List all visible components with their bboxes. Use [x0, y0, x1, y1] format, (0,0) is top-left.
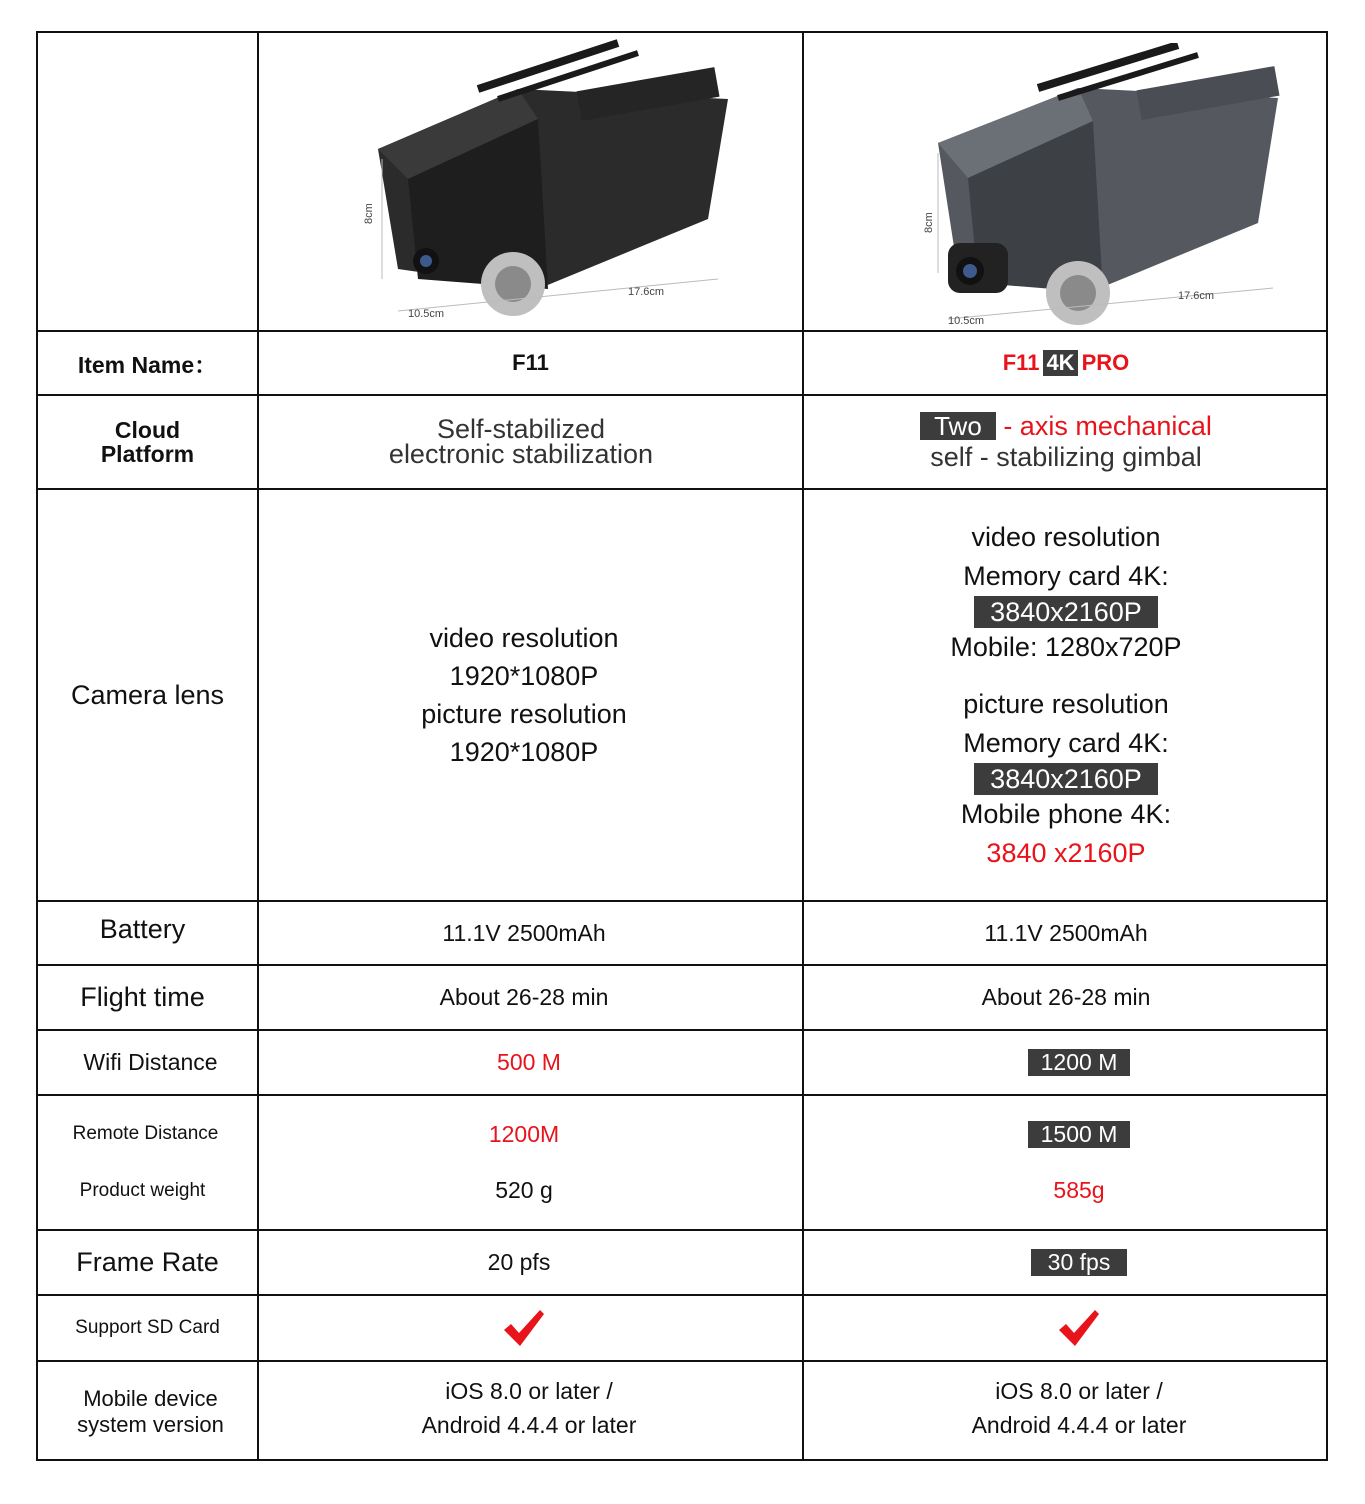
pro-name-4k-badge: 4K [1043, 350, 1077, 376]
pro-camera-line: Memory card 4K: [963, 727, 1169, 758]
pro-cloud-line2: self - stabilizing gimbal [930, 442, 1202, 472]
f11-camera-line: 1920*1080P [449, 737, 599, 767]
f11-cloud-line1: Self-stabilized [436, 414, 606, 444]
pro-frame-rate-badge: 30 fps [1031, 1249, 1128, 1276]
pro-mobile-version [804, 1362, 1354, 1454]
pro-camera-specs [804, 490, 1328, 900]
f11-dim-width: 10.5cm [408, 308, 445, 320]
f11-sd-support [259, 1296, 789, 1360]
flight-time-label: Flight time [80, 982, 205, 1012]
f11-mobile-line1: iOS 8.0 or later / [445, 1378, 613, 1404]
camera-lens-label: Camera lens [70, 679, 225, 710]
pro-cloud-platform [804, 396, 1328, 488]
pro-cloud-tag: Two [920, 412, 996, 440]
pro-dim-height: 8cm [923, 212, 935, 233]
remote-distance-label: Remote Distance [72, 1123, 219, 1145]
pro-name-model: F11 [1002, 350, 1040, 375]
f11-item-name: F11 [512, 350, 549, 375]
f11-camera-specs [259, 490, 789, 900]
item-name-label: Item Name： [77, 351, 218, 378]
mobile-label-line2: system version [77, 1411, 224, 1437]
cloud-label-line1: Cloud [114, 417, 181, 443]
pro-dim-length: 17.6cm [1178, 290, 1215, 302]
sd-card-label: Support SD Card [75, 1317, 220, 1338]
pro-sd-support [804, 1296, 1354, 1360]
f11-flight-time: About 26-28 min [439, 984, 609, 1010]
f11-cloud-line2: electronic stabilization [388, 439, 654, 469]
pro-battery: 11.1V 2500mAh [984, 919, 1148, 946]
pro-dim-width: 10.5cm [948, 315, 985, 327]
pro-camera-line: picture resolution [963, 688, 1169, 719]
comparison-table [36, 31, 1328, 1461]
f11-product-weight: 520 g [495, 1177, 553, 1204]
f11-remote-weight [259, 1096, 789, 1229]
pro-wifi-distance [804, 1031, 1354, 1094]
f11-mobile-version [259, 1362, 799, 1454]
pro-item-name [804, 332, 1328, 394]
pro-drone-image [878, 43, 1288, 329]
f11-cloud-platform [259, 396, 783, 488]
f11-drone-image [338, 39, 738, 329]
pro-frame-rate [804, 1231, 1354, 1294]
f11-dim-height: 8cm [363, 203, 375, 224]
pro-camera-line: video resolution [971, 521, 1161, 552]
f11-wifi-distance: 500 M [497, 1049, 561, 1075]
mobile-label-line1: Mobile device [83, 1385, 218, 1411]
f11-remote-distance: 1200M [488, 1120, 560, 1147]
wifi-distance-label: Wifi Distance [83, 1049, 218, 1075]
f11-camera-line: picture resolution [421, 699, 627, 729]
f11-dim-length: 17.6cm [628, 286, 665, 298]
product-weight-label: Product weight [79, 1179, 206, 1201]
pro-mobile-line1: iOS 8.0 or later / [995, 1378, 1163, 1404]
mobile-version-label [38, 1362, 263, 1461]
pro-video-4k-badge: 3840x2160P [974, 596, 1158, 628]
battery-label: Battery [99, 914, 186, 944]
pro-camera-line: 3840 x2160P [986, 837, 1146, 868]
pro-camera-line: Mobile: 1280x720P [950, 631, 1182, 662]
f11-camera-line: 1920*1080P [449, 661, 599, 691]
remote-weight-labels [38, 1096, 257, 1229]
cloud-label-line2: Platform [100, 441, 195, 467]
pro-product-weight: 585g [1053, 1177, 1105, 1204]
f11-frame-rate: 20 pfs [487, 1249, 551, 1275]
frame-rate-label: Frame Rate [76, 1247, 219, 1277]
pro-cloud-line1: - axis mechanical [1003, 411, 1212, 441]
f11-battery: 11.1V 2500mAh [442, 919, 606, 946]
check-icon [502, 1308, 546, 1348]
f11-camera-line: video resolution [429, 623, 619, 653]
cloud-platform-label [38, 396, 257, 488]
pro-name-suffix: PRO [1081, 350, 1130, 375]
pro-flight-time: About 26-28 min [981, 984, 1151, 1010]
pro-mobile-line2: Android 4.4.4 or later [971, 1412, 1187, 1438]
pro-remote-badge: 1500 M [1028, 1121, 1131, 1148]
pro-wifi-badge: 1200 M [1028, 1049, 1131, 1076]
pro-camera-line: Mobile phone 4K: [960, 798, 1172, 829]
pro-photo-4k-badge: 3840x2160P [974, 763, 1158, 795]
pro-remote-weight [804, 1096, 1354, 1229]
f11-mobile-line2: Android 4.4.4 or later [421, 1412, 637, 1438]
pro-camera-line: Memory card 4K: [963, 560, 1169, 591]
check-icon [1057, 1308, 1101, 1348]
